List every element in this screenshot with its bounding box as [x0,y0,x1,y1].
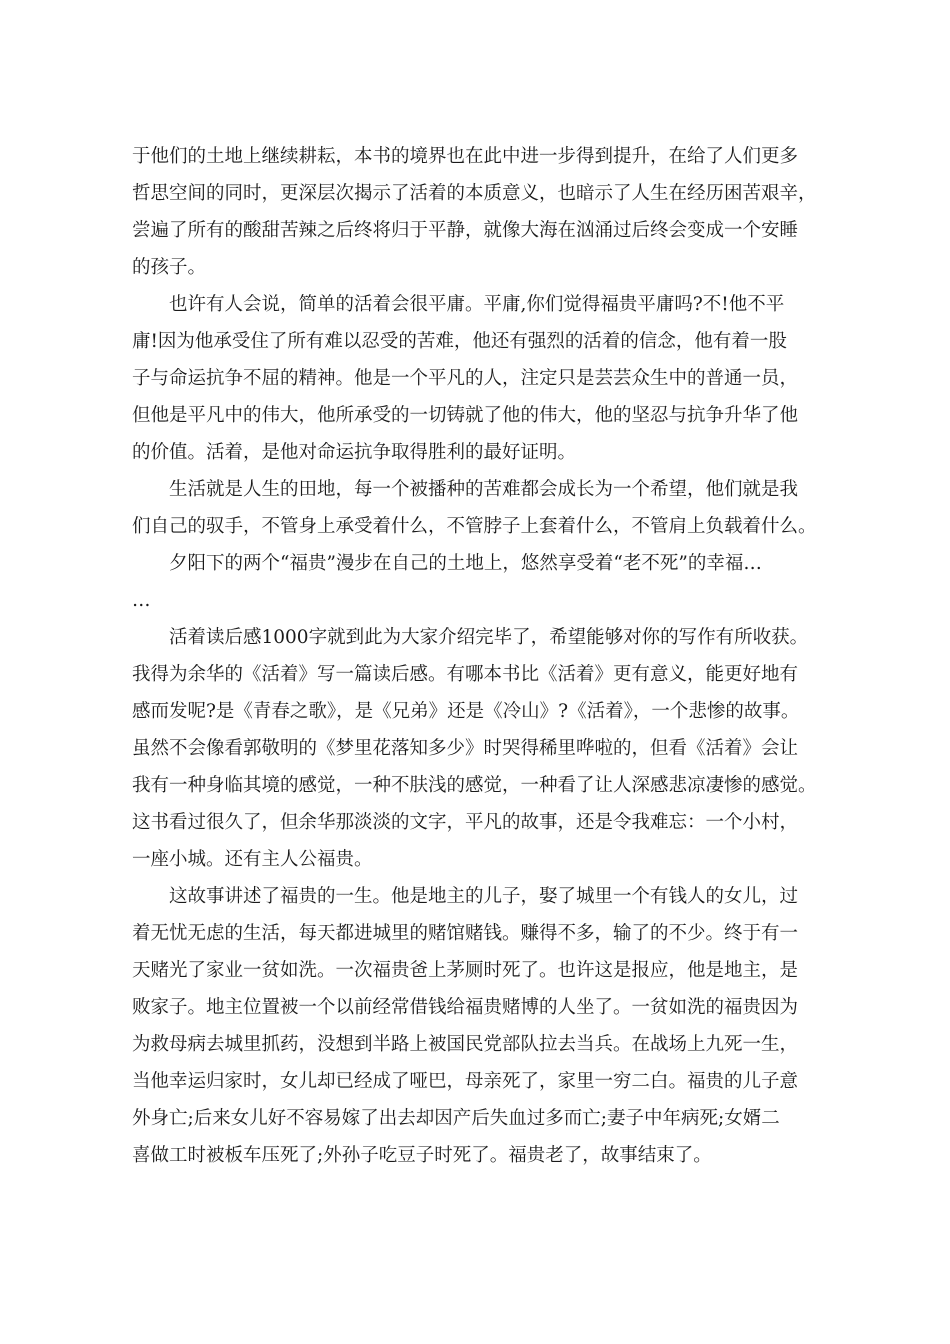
paragraph-4 [132,545,832,619]
text-line: 们自己的驭手，不管身上承受着什么，不管脖子上套着什么，不管肩上负载着什么。 [132,516,817,537]
text-line: 子与命运抗争不屈的精神。他是一个平凡的人，注定只是芸芸众生中的普通一员， [132,368,799,389]
text-line: 哲思空间的同时，更深层次揭示了活着的本质意义，也暗示了人生在经历困苦艰辛， [132,183,817,204]
text-line: 喜做工时被板车压死了;外孙子吃豆子时死了。福贵老了，故事结束了。 [132,1145,712,1166]
paragraph-2 [132,286,832,471]
text-line: 也许有人会说，简单的活着会很平庸。平庸,你们觉得福贵平庸吗?不!他不平 [132,294,785,315]
paragraph-1 [132,138,832,286]
text-line: 这故事讲述了福贵的一生。他是地主的儿子，娶了城里一个有钱人的女儿，过 [132,886,799,907]
text-line: 生活就是人生的田地，每一个被播种的苦难都会成长为一个希望，他们就是我 [132,479,799,500]
text-line: 为救母病去城里抓药，没想到半路上被国民党部队拉去当兵。在战场上九死一生， [132,1034,799,1055]
text-line: 但他是平凡中的伟大，他所承受的一切铸就了他的伟大，他的坚忍与抗争升华了他 [132,405,799,426]
paragraph-6 [132,878,832,1174]
text-line: 的价值。活着，是他对命运抗争取得胜利的最好证明。 [132,442,577,463]
text-line: 天赌光了家业一贫如洗。一次福贵爸上茅厕时死了。也许这是报应，他是地主，是 [132,960,799,981]
text-line: 夕阳下的两个“福贵”漫步在自己的土地上，悠然享受着“老不死”的幸福… [132,553,762,574]
text-line: 着无忧无虑的生活，每天都进城里的赌馆赌钱。赚得不多，输了的不少。终于有一 [132,923,799,944]
text-line: 活着读后感1000字就到此为大家介绍完毕了，希望能够对你的写作有所收获。 [132,627,809,648]
text-line: 我有一种身临其境的感觉，一种不肤浅的感觉，一种看了让人深感悲凉凄惨的感觉。 [132,775,817,796]
paragraph-3 [132,471,832,545]
text-line: 我得为余华的《活着》写一篇读后感。有哪本书比《活着》更有意义，能更好地有 [132,664,799,685]
text-line: 败家子。地主位置被一个以前经常借钱给福贵赌博的人坐了。一贫如洗的福贵因为 [132,997,799,1018]
text-line: 一座小城。还有主人公福贵。 [132,849,373,870]
text-line: 当他幸运归家时，女儿却已经成了哑巴，母亲死了，家里一穷二白。福贵的儿子意 [132,1071,799,1092]
text-line: 尝遍了所有的酸甜苦辣之后终将归于平静，就像大海在汹涌过后终会变成一个安睡 [132,220,799,241]
text-line: 感而发呢?是《青春之歌》，是《兄弟》还是《冷山》?《活着》，一个悲惨的故事。 [132,701,800,722]
text-line: … [132,590,151,611]
text-line: 庸!因为他承受住了所有难以忍受的苦难，他还有强烈的活着的信念，他有着一股 [132,331,787,352]
text-line: 的孩子。 [132,257,207,278]
document-body [132,138,832,1174]
text-line: 虽然不会像看郭敬明的《梦里花落知多少》时哭得稀里哗啦的，但看《活着》会让 [132,738,799,759]
text-line: 于他们的土地上继续耕耘，本书的境界也在此中进一步得到提升，在给了人们更多 [132,146,799,167]
text-line: 这书看过很久了，但余华那淡淡的文字，平凡的故事，还是令我难忘：一个小村， [132,812,799,833]
text-line: 外身亡;后来女儿好不容易嫁了出去却因产后失血过多而亡;妻子中年病死;女婿二 [132,1108,780,1129]
paragraph-5 [132,619,832,878]
